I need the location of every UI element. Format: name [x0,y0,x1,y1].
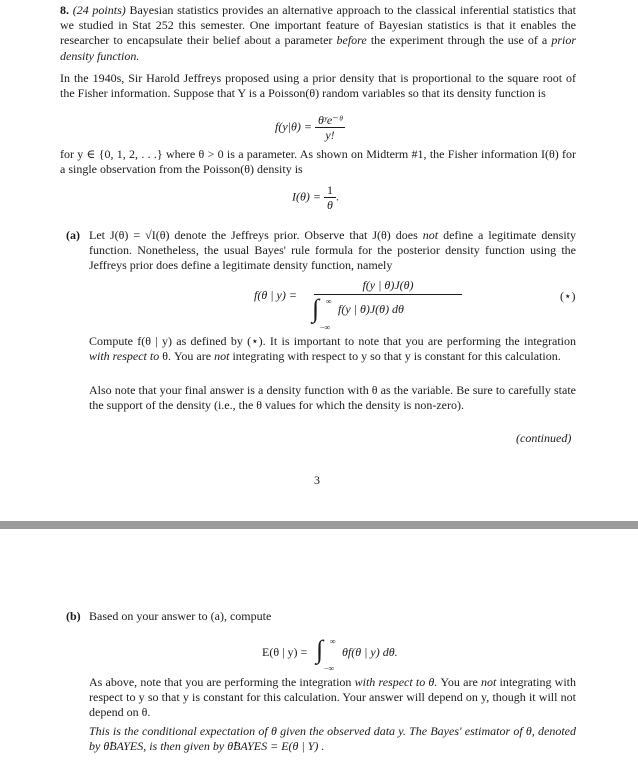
also-note-text: Also note that your final answer is a density function with θ as the variable. Be sure to carefully state the support of the density (i.e., the θ values for which the density is non-zero). [89,383,576,413]
compute-paragraph [89,334,576,364]
expectation-integrand: θf(θ | y) dθ. [342,645,398,659]
compute-with-respect: with respect to [89,349,160,364]
expectation-equation [262,633,442,673]
bayes-estimator-text: This is the conditional expectation of θ given the observed data y. The Bayes' estimator of θ, denoted by θ̂BAYES, is then given by θ̂BAYES = E(θ | Y) . [89,724,576,754]
continued-label [516,431,571,446]
star-tag-text: (⋆) [560,289,576,303]
posterior-denominator: f(y | θ)J(θ) dθ [338,302,404,316]
jeffreys-text: In the 1940s, Sir Harold Jeffreys proposed using a prior density that is proportional to the square root of the Fisher information. Suppose that Y is a Poisson(θ) random variables so that its density function is [60,71,576,101]
expectation-lhs: E(θ | y) = [262,645,308,659]
posterior-equation [254,278,454,332]
integral-upper: ∞ [326,297,332,306]
jeffreys-paragraph [60,71,576,101]
part-b-text [89,609,271,624]
integral-lower: −∞ [320,323,331,332]
posterior-fraction [314,278,462,295]
part-a-not: not [422,228,439,242]
fisher-period: . [335,189,339,204]
as-above-paragraph [89,675,576,721]
posterior-numerator: f(y | θ)J(θ) [362,278,414,292]
integral-sign: ∫ [312,294,320,323]
page-4 [0,530,638,773]
compute-not: not [214,349,230,364]
part-b-text-content: Based on your answer to (a), compute [89,609,272,623]
part-a-text [89,228,576,274]
compute-text: Compute f(θ | y) as defined by (⋆). It is important to note that you are performing the integration [89,334,576,348]
as-above-text3: integrating with respect to y so that y is constant for this calculation. Your answer will depend on y, though it will not depend on θ. [89,675,577,720]
density-numerator: θʸe⁻ᶿ [315,113,345,128]
problem-points: (24 points) [72,3,126,17]
expectation-lower: −∞ [324,664,335,673]
page-separator [0,521,638,529]
part-b-label [66,609,81,624]
compute-text3: integrating with respect to y so that y is constant for this calculation. [232,349,561,364]
as-above-with: with respect to θ. [354,675,438,689]
as-above-text1: As above, note that you are performing the integration [89,675,352,689]
part-a-label [66,228,80,243]
fisher-fraction [324,183,336,212]
bayes-estimator-note [89,724,576,754]
fisher-numerator: 1 [324,183,336,198]
part-b-label-text: (b) [66,609,81,623]
fisher-text: for y ∈ {0, 1, 2, . . .} where θ > 0 is a parameter. As shown on Midterm #1, the Fisher information I(θ) for a single observation from the Poisson(θ) density is [60,147,576,177]
page-number [314,473,320,488]
fisher-denominator: θ [327,198,333,212]
poisson-density-equation [275,113,345,142]
star-tag [560,289,576,304]
expectation-upper: ∞ [330,637,336,646]
continued-text: (continued) [516,431,572,445]
as-above-not: not [480,675,497,689]
expectation-integral-sign: ∫ [316,635,324,664]
compute-text2: θ. You are [162,349,212,364]
page-number-text: 3 [314,473,320,487]
intro-mid: the experiment through the use of a [370,33,548,48]
fisher-equation [292,183,339,212]
intro-before: before [336,33,367,48]
posterior-lhs: f(θ | y) = [254,288,297,302]
also-note-paragraph [89,383,576,413]
problem-number: 8. [60,3,69,17]
intro-text: Bayesian statistics provides an alternative approach to the classical inferential statistics that we studied in Stat 252 this semester. One important feature of Bayesian statistics is that it enables the researcher to encapsulate their belief about a parameter [60,3,576,48]
fisher-lhs: I(θ) = [292,189,321,204]
fisher-paragraph [60,147,576,177]
as-above-text2: You are [440,675,478,689]
fraction-bar [314,294,462,295]
part-a-text1b: define a legitimate density function. Nonetheless, the usual Bayes' rule formula for the posterior density function using the Jeffreys prior does define a legitimate density function, namely [89,228,576,273]
part-a-text1: Let J(θ) = √I(θ) denote the Jeffreys prior. Observe that J(θ) does [89,228,418,242]
density-lhs: f(y|θ) = [275,119,312,134]
intro-prior: prior density function. [60,33,577,63]
problem-intro [60,3,576,64]
part-a-label-text: (a) [66,228,80,242]
density-fraction [315,113,345,142]
density-denominator: y! [325,128,335,142]
